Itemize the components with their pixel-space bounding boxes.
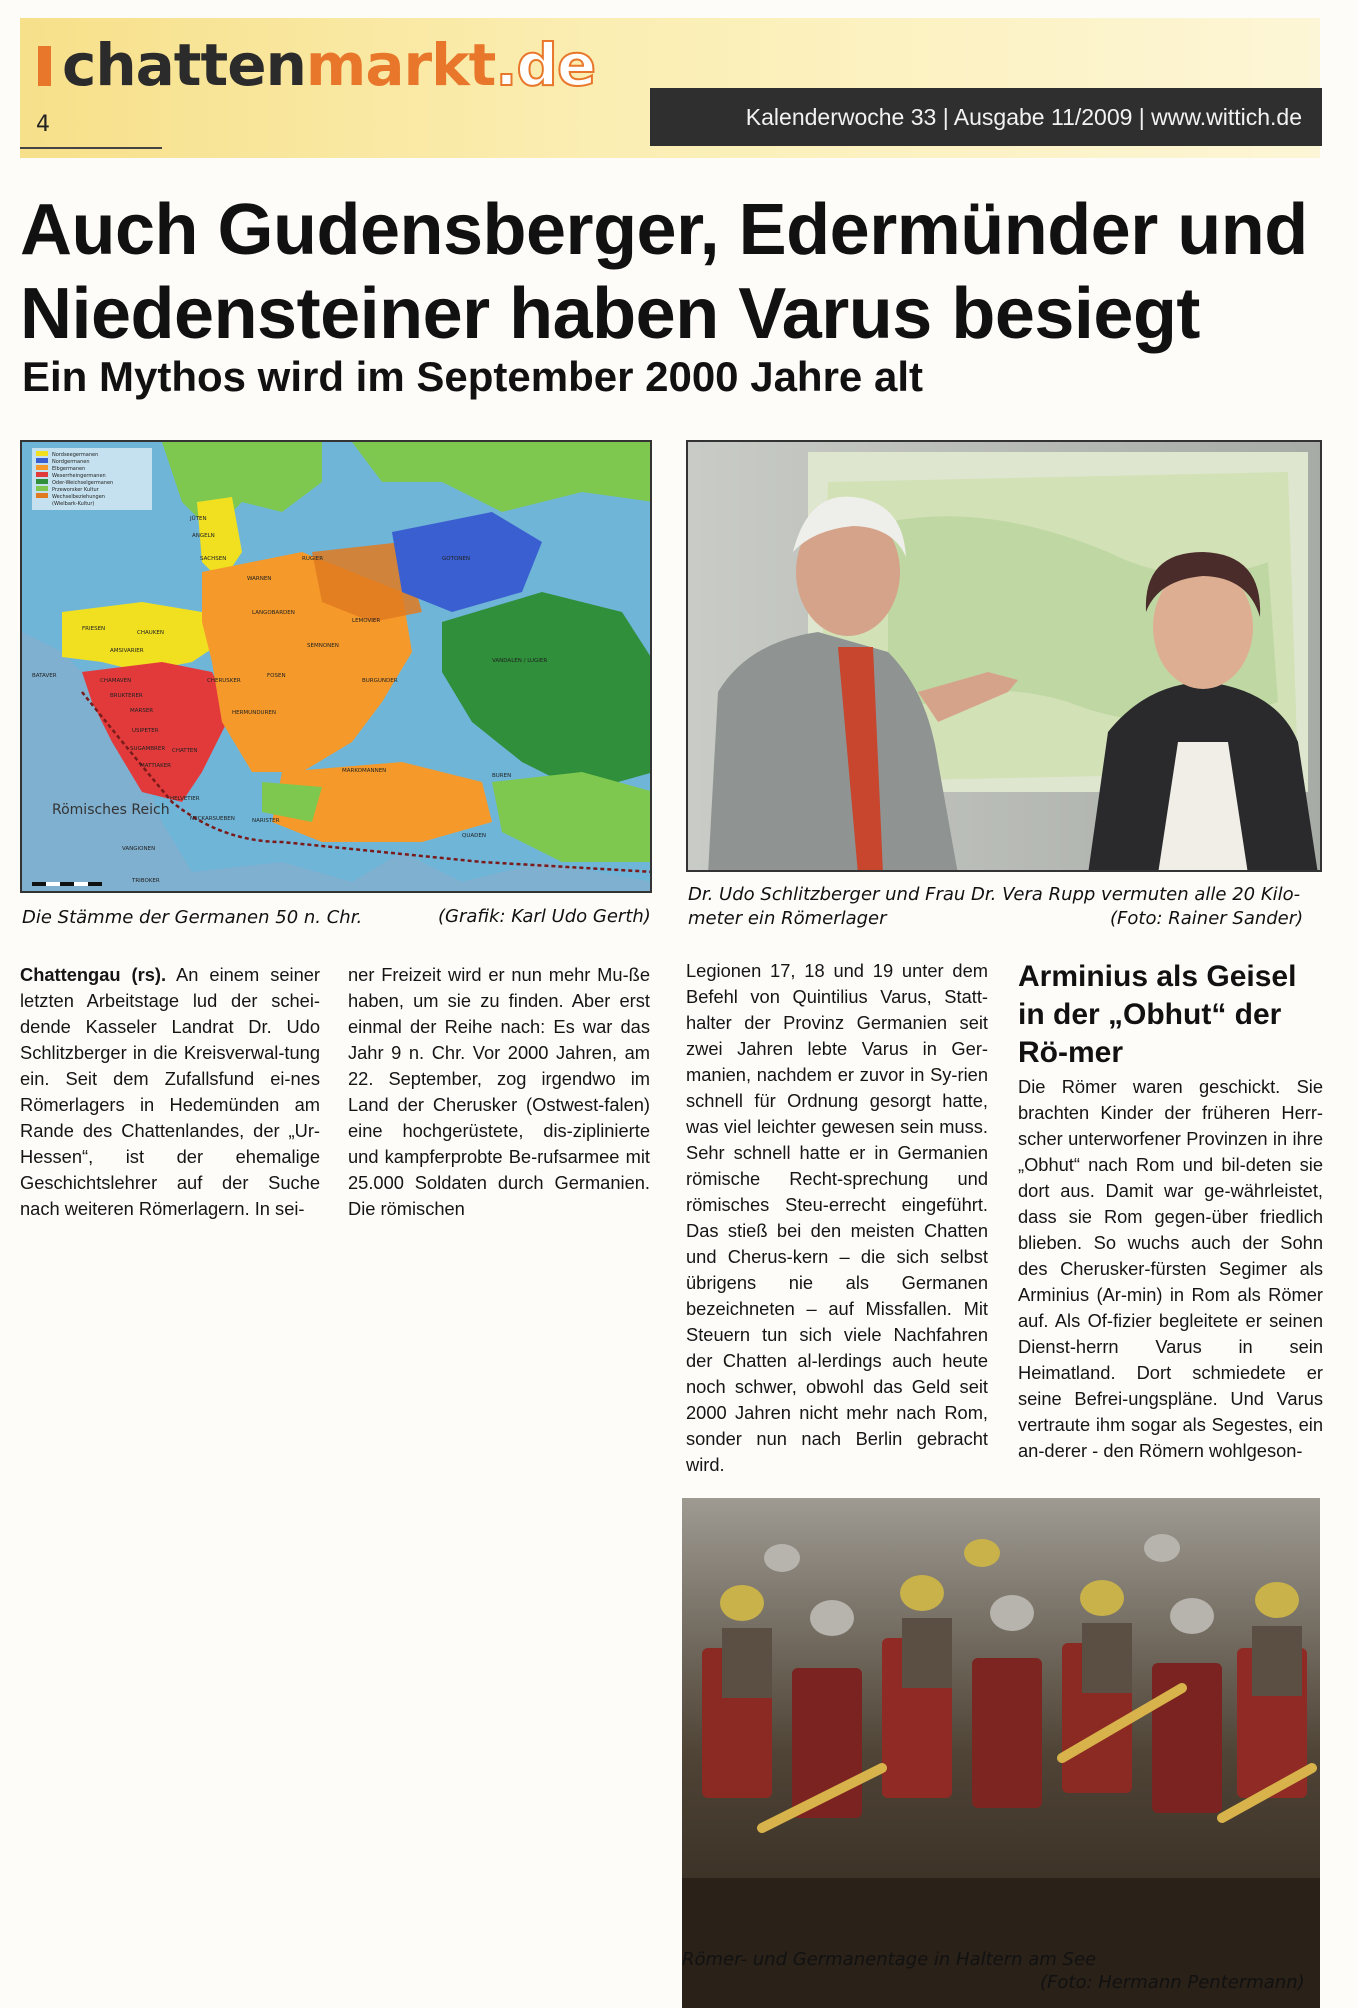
- tribe-label: BUREN: [492, 773, 512, 779]
- map-roman-empire-label: Römisches Reich: [52, 802, 170, 818]
- tribe-label: CHATTEN: [172, 748, 198, 754]
- tribe-label: CHAUKEN: [137, 630, 164, 636]
- tribe-label: AMSIVARIER: [110, 648, 144, 654]
- tribe-label: USIPETER: [132, 728, 159, 734]
- tribe-label: NECKARSUEBEN: [190, 816, 235, 822]
- tribe-label: SEMNONEN: [307, 643, 339, 649]
- column-1-text: An einem seiner letzten Arbeitstage lud der schei-dende Kasseler Landrat Dr. Udo Schlitzberger in die Kreisverwal-tung ein. Seit dem Zufallsfund ei-nes Römerlagers in Hedemünden am Rande des Chattenlandes, der „Ur-Hessen“, ist der ehemalige Geschichtslehrer auf der Suche nach weiteren Römerlagern. In sei-: [20, 964, 320, 1219]
- legend-entry: Oder-Weichselgermanen: [52, 480, 114, 486]
- legend-entry: Wechselbeziehungen: [52, 494, 105, 500]
- map-scale-bar: [32, 882, 102, 886]
- reenactment-photo: [682, 1498, 1320, 2008]
- tribe-label: SUGAMBRER: [130, 746, 166, 752]
- legend-entry: (Wielbark-Kultur): [52, 501, 95, 507]
- tribe-label: HELVETIER: [170, 796, 200, 802]
- sidebar-text: Die Römer waren geschickt. Sie brachten Kinder der früheren Herr-scher unterworfener Provinzen in ihre „Obhut“ nach Rom und bil-deten sie dort aus. Damit war ge-währleistet, dass sie Rom gegen-über friedlich blieben. So wuchs auch der Sohn des Cherusker-fürsten Segimer als Arminius (Ar-min) in Rom als Römer auf. Als Of-fizier begleitete er seinen Dienst-herrn Varus in sein Heimatland. Dort schmiedete er seine Befrei-ungspläne. Und Varus vertraute ihm sogar als Segestes, ein an-derer - den Römern wohlgeson-: [1018, 1076, 1323, 1461]
- tribe-label: LEMOVIER: [352, 618, 381, 624]
- tribe-label: SACHSEN: [200, 556, 227, 562]
- photo-caption: Dr. Udo Schlitzberger und Frau Dr. Vera Rupp vermuten alle 20 Kilo-meter ein Römerlager: [688, 884, 1301, 929]
- legend-entry: Nordseegermanen: [52, 452, 99, 458]
- germanic-tribes-map: [22, 442, 652, 893]
- tribe-label: BRUKTERER: [110, 693, 143, 699]
- map-figure: [20, 440, 652, 893]
- page-number-rule: [20, 147, 162, 149]
- tribe-label: FOSEN: [267, 673, 286, 679]
- tribe-label: VANDALEN / LUGIER: [492, 658, 548, 664]
- legend-entry: Weserrheingermanen: [52, 473, 106, 479]
- photo-figure: [686, 440, 1322, 872]
- page-number: 4: [36, 112, 50, 137]
- issue-line: Kalenderwoche 33 | Ausgabe 11/2009 | www.wittich.de: [745, 103, 1302, 130]
- tribe-label: CHERUSKER: [207, 678, 241, 684]
- legend-entry: Nordgermanen: [52, 459, 90, 465]
- battle-figure: [682, 1498, 1320, 2008]
- tribe-label: MARSER: [130, 708, 154, 714]
- article-column-2: ner Freizeit wird er nun mehr Mu-ße haben, um sie zu finden. Aber erst einmal der Reihe nach: Es war das Jahr 9 n. Chr. Vor 2000 Jahren, am 22. September, zog irgendwo im Land der Cherusker (Ostwest-falen) eine hochgerüstete, dis-ziplinierte und kampferprobte Be-rufsarmee mit 25.000 Soldaten durch Germanien. Die römischen: [348, 964, 650, 1219]
- map-legend: [32, 448, 152, 510]
- map-caption: Die Stämme der Germanen 50 n. Chr.: [22, 907, 363, 928]
- photo-credit: (Foto: Rainer Sander): [1110, 908, 1304, 929]
- tribe-label: BURGUNDER: [362, 678, 398, 684]
- tribe-label: GOTONEN: [442, 556, 470, 562]
- tribe-label: VANGIONEN: [122, 846, 156, 852]
- article-column-3: Legionen 17, 18 und 19 unter dem Befehl von Quintilius Varus, Statt-halter der Provinz Germanien seit zwei Jahren lebte Varus in Ger-manien, nachdem er zuvor in Sy-rien schnell für Ordnung gesorgt hatte, was viel leichter gewesen sein muss. Sehr schnell hatte er in Germanien römische Recht-sprechung und römisches Steu-errecht eingeführt. Das stieß bei den meisten Chatten und Cherus-kern – die sich selbst übrigens nie als Germanen bezeichneten – auf Missfallen. Mit Steuern tun sich viele Nachfahren der Chatten al-lerdings auch heute noch schwer, obwohl das Geld seit 2000 Jahren nicht mehr nach Rom, sonder nun nach Berlin gebracht wird.: [686, 960, 988, 1475]
- issue-info-bar: [650, 88, 1322, 146]
- article-subheadline: Ein Mythos wird im September 2000 Jahre alt: [22, 353, 923, 400]
- tribe-label: MATTIAKER: [140, 763, 171, 769]
- tribe-label: CHAMAVEN: [100, 678, 132, 684]
- sidebar-heading: Arminius als Geisel in der „Obhut“ der Rö-mer: [1018, 960, 1297, 1069]
- battle-credit: (Foto: Hermann Pentermann): [1040, 1972, 1305, 1993]
- battle-caption: Römer- und Germanentage in Haltern am See: [682, 1949, 1097, 1970]
- officials-photo: [688, 442, 1322, 872]
- tribe-label: MARKOMANNEN: [342, 768, 387, 774]
- tribe-label: QUADEN: [462, 833, 486, 839]
- tribe-label: TRIBOKER: [132, 878, 160, 884]
- article-column-1: [20, 962, 320, 1222]
- tribe-label: WARNEN: [247, 576, 272, 582]
- tribe-label: JÜTEN: [190, 516, 207, 522]
- tribe-label: HERMUNDUREN: [232, 710, 276, 716]
- lead-label: Chattengau (rs).: [20, 964, 167, 985]
- tribe-label: LANGOBARDEN: [252, 610, 295, 616]
- tribe-label: NARISTER: [252, 818, 280, 824]
- tribe-label: RUGIER: [302, 556, 324, 562]
- tribe-label: BATAVER: [32, 673, 57, 679]
- legend-entry: Elbgermanen: [52, 466, 86, 472]
- legend-entry: Przeworsker Kultur: [52, 487, 99, 493]
- logo-mark-icon: [38, 46, 51, 86]
- masthead-logo: chattenmarkt.de: [62, 31, 596, 99]
- map-credit: (Grafik: Karl Udo Gerth): [438, 906, 651, 927]
- article-headline: Auch Gudensberger, Edermünder und Niedensteiner haben Varus besiegt: [20, 190, 1308, 354]
- tribe-label: FRIESEN: [82, 626, 106, 632]
- tribe-label: ANGELN: [192, 533, 215, 539]
